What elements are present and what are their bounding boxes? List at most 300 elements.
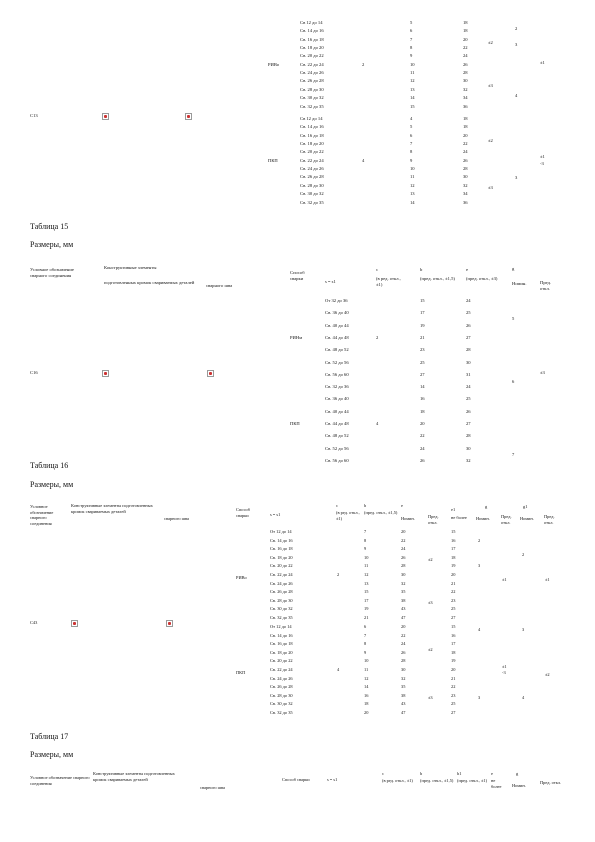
cell-e: 36	[463, 199, 468, 205]
cell-tolerance: ±3	[488, 185, 493, 191]
cell-thickness-range: Св. 26 до 28	[300, 78, 324, 84]
cell-e: 30	[401, 572, 406, 577]
cell-b: 19	[364, 606, 369, 612]
edge-preparation-image	[102, 370, 109, 377]
cell-e: 20	[401, 529, 406, 534]
cell-tolerance: 4	[515, 93, 518, 99]
cell-e: 24	[401, 546, 406, 552]
cell-tolerance: -3	[502, 669, 506, 675]
cell-thickness-range: Св. 20 до 22	[270, 563, 293, 569]
cell-e: 36	[463, 103, 468, 109]
cell-e1: 22	[451, 684, 456, 690]
cell-e: 27	[466, 420, 471, 426]
cell-e1: 23	[451, 597, 456, 603]
cell-e: 18	[463, 28, 468, 34]
cell-e: 20	[463, 132, 468, 138]
cell-tolerance: ±1	[540, 60, 545, 66]
cell-e: 28	[401, 563, 406, 569]
cell-tolerance: ±3	[428, 695, 433, 701]
cell-b: 13	[364, 580, 369, 586]
cell-tolerance: ±1	[502, 663, 507, 669]
cell-b: 15	[420, 298, 425, 303]
header-e: e	[401, 503, 403, 508]
cell-thickness-range: Св. 56 до 60	[325, 371, 349, 377]
cell-b: 18	[420, 408, 425, 414]
cell-tolerance: 3	[515, 175, 518, 181]
cell-e1: 20	[451, 572, 456, 577]
cell-thickness-range: Св. 18 до 20	[270, 554, 293, 560]
header-c: c	[336, 503, 338, 508]
cell-tolerance: ±3	[488, 83, 493, 89]
cell-tolerance: 2	[515, 25, 518, 31]
cell-thickness-range: Св. 52 до 56	[325, 445, 349, 451]
cell-e: 27	[466, 334, 471, 340]
cell-thickness-range: Св. 14 до 16	[300, 124, 324, 130]
header-method: Способ сварки	[236, 507, 250, 518]
cell-e: 30	[463, 78, 468, 84]
cell-b: 8	[364, 537, 367, 543]
cell-e1: 21	[451, 580, 456, 586]
cell-thickness-range: Св. 16 до 18	[270, 546, 293, 552]
cell-welding-method: РИВо	[268, 61, 280, 67]
cell-g: 7	[512, 451, 515, 457]
cell-thickness-range: Св 12 до 14	[300, 20, 323, 25]
cell-b: 16	[420, 396, 425, 402]
header-s: s = s1	[270, 512, 281, 517]
cell-thickness-range: Св. 26 до 28	[300, 174, 324, 180]
cell-thickness-range: От 12 до 14	[270, 529, 292, 534]
cell-e: 22	[401, 632, 406, 638]
cell-thickness-range: Св. 22 до 24	[270, 572, 293, 577]
cell-thickness-range: От 32 до 36	[325, 298, 348, 303]
cell-b: 7	[364, 529, 367, 534]
cell-b: 23	[420, 347, 425, 353]
cell-e: 35	[401, 684, 406, 690]
cell-e: 28	[463, 70, 468, 76]
cell-e: 26	[463, 157, 468, 163]
header-e-sub: не более	[491, 778, 502, 789]
cell-e: 30	[401, 667, 406, 672]
header-g1-dev: Пред. откл.	[544, 514, 555, 525]
header-g-dev: Пред. откл.	[501, 514, 512, 525]
cell-thickness-range: Св. 16 до 18	[300, 36, 324, 42]
table-title: Таблица 17	[30, 732, 69, 741]
cell-e: 22	[463, 141, 468, 147]
cell-thickness-range: Св. 52 до 56	[325, 359, 349, 365]
header-s: s = s1	[325, 279, 336, 284]
cell-tolerance: ±1	[502, 577, 507, 583]
header-c-sub: (в ред. откл., ±1)	[336, 510, 360, 521]
cell-e: 18	[463, 116, 468, 121]
cell-b: 9	[410, 157, 413, 163]
header-e-sub: (пред. откл., ±3)	[466, 276, 498, 281]
cell-thickness-range: Св. 44 до 48	[325, 334, 349, 340]
cell-e: 22	[463, 45, 468, 51]
cell-e: 24	[466, 298, 471, 303]
cell-e: 24	[401, 641, 406, 647]
cell-b: 11	[364, 563, 369, 569]
cell-b: 13	[410, 86, 415, 92]
cell-c: 2	[362, 61, 365, 67]
cell-thickness-range: Св. 14 до 16	[270, 537, 293, 543]
cell-g: 5	[512, 316, 515, 322]
header-c: c	[382, 771, 384, 776]
cell-thickness-range: Св. 32 до 36	[325, 384, 349, 389]
cell-e: 28	[466, 433, 471, 439]
cell-b: 17	[420, 310, 425, 316]
cell-welding-method: ПКП	[268, 157, 278, 163]
header-b-sub: (пред. откл., ±1,5)	[364, 510, 398, 515]
header-g-nom: Номин.	[476, 516, 490, 521]
cell-e: 26	[466, 322, 471, 328]
cell-thickness-range: Св. 14 до 16	[300, 28, 324, 34]
cell-tolerance: ±1	[540, 154, 545, 160]
cell-b: 10	[410, 166, 415, 172]
cell-thickness-range: Св. 32 до 35	[270, 615, 293, 620]
header-b: b	[420, 267, 423, 272]
cell-e1: 23	[451, 692, 456, 698]
header-c-sub: (в ред. откл., ±1)	[382, 778, 413, 783]
cell-e: 35	[401, 589, 406, 595]
cell-e: 34	[463, 95, 468, 101]
header-e: e	[491, 771, 493, 776]
header-c-sub: (в ред. откл., ±1)	[376, 276, 401, 288]
cell-e: 18	[463, 124, 468, 130]
table-title: Таблица 16	[30, 461, 69, 470]
cell-b: 7	[410, 36, 413, 42]
cell-e1: 19	[451, 658, 456, 664]
header-designation: Условное обозначение сварного соединения	[30, 775, 90, 786]
cell-b: 12	[364, 675, 369, 681]
cell-thickness-range: Св. 30 до 32	[300, 95, 324, 101]
cell-e1: 18	[451, 554, 456, 560]
cell-tolerance: ±2	[428, 647, 433, 653]
cell-thickness-range: Св. 20 до 22	[270, 658, 293, 664]
header-b1-sub: (пред. откл., ±1)	[457, 778, 488, 783]
cell-e: 28	[401, 658, 406, 664]
cell-b: 18	[364, 701, 369, 707]
cell-thickness-range: Св. 22 до 24	[270, 667, 293, 672]
cell-b: 10	[410, 61, 415, 67]
header-c: c	[376, 267, 379, 272]
cell-e1: 25	[451, 701, 456, 707]
cell-b: 20	[364, 710, 369, 715]
edge-preparation-image	[102, 113, 109, 120]
header-g: g	[485, 504, 488, 509]
cell-e: 43	[401, 606, 406, 612]
cell-thickness-range: От 12 до 14	[270, 624, 292, 629]
cell-thickness-range: Св. 40 до 44	[325, 322, 349, 328]
cell-e: 47	[401, 710, 406, 715]
weld-image	[207, 370, 214, 377]
cell-b: 7	[410, 141, 413, 147]
cell-b: 17	[364, 597, 369, 603]
cell-e: 31	[466, 371, 471, 377]
cell-thickness-range: Св. 36 до 40	[325, 310, 349, 316]
cell-b: 27	[420, 371, 425, 377]
cell-thickness-range: Св. 22 до 24	[300, 157, 324, 163]
cell-b: 9	[364, 546, 367, 552]
cell-b: 8	[364, 641, 367, 647]
header-e1-sub: не более	[451, 515, 467, 520]
cell-e: 28	[463, 166, 468, 172]
cell-b: 9	[364, 649, 367, 655]
header-g1-nom: Номин.	[520, 516, 534, 521]
cell-welding-method: РИВо	[236, 575, 247, 581]
header-g-dev: Пред. откл.	[540, 280, 552, 292]
cell-b: 14	[420, 384, 425, 389]
cell-b: 12	[410, 78, 415, 84]
cell-tolerance: ±2	[488, 40, 493, 46]
header-b-sub: (пред. откл., ±1,5)	[420, 778, 454, 783]
cell-b: 14	[364, 684, 369, 690]
cell-tolerance: 4	[478, 626, 481, 632]
cell-c: 2	[376, 334, 379, 340]
header-g: g	[516, 771, 519, 776]
cell-thickness-range: Св. 28 до 30	[300, 86, 324, 92]
cell-b: 19	[420, 322, 425, 328]
cell-thickness-range: Св. 26 до 28	[270, 589, 293, 595]
cell-e1: 15	[451, 529, 456, 534]
cell-e: 32	[401, 675, 406, 681]
cell-thickness-range: Св 12 до 14	[300, 116, 323, 121]
cell-b: 21	[364, 615, 369, 620]
header-b-sub: (пред. откл., ±1,5)	[420, 276, 455, 281]
cell-c: 2	[337, 572, 340, 577]
table-subtitle: Размеры, мм	[30, 240, 74, 249]
cell-c: 4	[337, 667, 340, 672]
cell-tolerance: 3	[478, 695, 481, 701]
cell-thickness-range: Св. 22 до 24	[300, 61, 324, 67]
cell-e1: 21	[451, 675, 456, 681]
cell-thickness-range: Св. 24 до 26	[270, 580, 293, 586]
cell-tolerance: ±3	[428, 599, 433, 605]
weld-image	[185, 113, 192, 120]
cell-b: 14	[410, 95, 415, 101]
cell-b: 12	[364, 572, 369, 577]
header-weld: сварного шва	[200, 785, 225, 790]
cell-b: 9	[410, 53, 413, 59]
cell-e: 32	[463, 86, 468, 92]
cell-tolerance: 3	[515, 41, 518, 47]
cell-welding-method: ПКП	[236, 670, 246, 676]
header-b: b	[364, 503, 367, 508]
header-method: Способ сварки	[282, 777, 310, 782]
cell-thickness-range: Св. 28 до 30	[270, 597, 293, 603]
header-g-dev: Пред. откл.	[540, 780, 562, 785]
header-g-nom: Номин.	[512, 281, 527, 286]
cell-b: 6	[364, 624, 367, 629]
cell-e: 32	[466, 457, 471, 463]
header-weld: сварного шва	[206, 283, 233, 288]
designation: С43	[30, 620, 38, 625]
cell-tolerance: ±2	[428, 557, 433, 563]
tolerance: ±3	[540, 370, 545, 375]
cell-thickness-range: Св. 20 до 22	[300, 53, 324, 59]
cell-b: 26	[420, 457, 425, 463]
table-subtitle: Размеры, мм	[30, 480, 74, 489]
cell-e1: 20	[451, 667, 456, 672]
cell-tolerance: -3	[540, 161, 544, 167]
cell-b: 6	[410, 132, 413, 138]
cell-tolerance: 3	[522, 626, 525, 632]
cell-b: 13	[410, 191, 415, 197]
header-method: Способ сварки	[290, 270, 305, 281]
cell-e: 34	[463, 191, 468, 197]
header-s: s = s1	[327, 777, 338, 782]
cell-e: 30	[463, 174, 468, 180]
cell-b: 11	[410, 70, 415, 76]
cell-b: 15	[364, 589, 369, 595]
cell-thickness-range: Св. 26 до 28	[270, 684, 293, 690]
cell-b: 22	[420, 433, 425, 439]
cell-b: 21	[420, 334, 425, 340]
header-weld: сварного шва	[164, 516, 189, 521]
cell-tolerance: ±2	[545, 672, 550, 678]
cell-thickness-range: Св. 30 до 32	[270, 606, 293, 612]
cell-e1: 15	[451, 624, 456, 629]
cell-e1: 17	[451, 546, 456, 552]
cell-thickness-range: Св. 28 до 30	[270, 692, 293, 698]
cell-b: 8	[410, 149, 413, 155]
weld-image	[166, 620, 173, 627]
designation: С13	[30, 113, 38, 118]
cell-e: 32	[463, 182, 468, 188]
header-designation: Условное обозначение сварного соединения	[30, 504, 54, 527]
cell-thickness-range: Св. 18 до 20	[300, 45, 324, 51]
cell-thickness-range: Св. 30 до 32	[300, 191, 324, 197]
cell-thickness-range: Св. 18 до 20	[270, 649, 293, 655]
cell-e: 43	[401, 701, 406, 707]
cell-tolerance: 2	[478, 537, 481, 543]
cell-e: 18	[463, 20, 468, 25]
cell-tolerance: ±1	[545, 577, 550, 583]
cell-tolerance: 2	[522, 552, 525, 558]
cell-e1: 22	[451, 589, 456, 595]
cell-e: 47	[401, 615, 406, 620]
cell-b: 11	[410, 174, 415, 180]
cell-b: 25	[420, 359, 425, 365]
header-e: e	[466, 267, 469, 272]
header-e-dev: Пред. откл.	[428, 514, 439, 525]
cell-c: 4	[362, 157, 365, 163]
header-b: b	[420, 771, 423, 776]
header-prepared-edges: подготовленных кромок свариваемых деталей	[104, 280, 195, 285]
cell-tolerance: 3	[478, 563, 481, 569]
edge-preparation-image	[71, 620, 78, 627]
cell-e1: 17	[451, 641, 456, 647]
cell-b: 14	[410, 199, 415, 205]
header-e1: e1	[451, 507, 456, 512]
cell-e: 24	[466, 384, 471, 389]
cell-e: 32	[401, 580, 406, 586]
cell-e1: 27	[451, 615, 456, 620]
cell-e: 20	[401, 624, 406, 629]
cell-e: 24	[463, 53, 468, 59]
table-subtitle: Размеры, мм	[30, 750, 74, 759]
cell-b: 10	[364, 554, 369, 560]
cell-thickness-range: Св. 28 до 30	[300, 182, 324, 188]
cell-e: 26	[401, 649, 406, 655]
cell-e1: 27	[451, 710, 456, 715]
cell-e: 30	[466, 445, 471, 451]
cell-b: 16	[364, 692, 369, 698]
designation: С16	[30, 370, 38, 375]
cell-b: 6	[410, 28, 413, 34]
header-g: g	[512, 266, 515, 271]
cell-c: 4	[376, 420, 379, 426]
cell-tolerance: ±2	[488, 137, 493, 143]
header-designation: Условное обозначение сварного соединения	[30, 267, 74, 278]
cell-e: 24	[463, 149, 468, 155]
cell-thickness-range: Св. 16 до 18	[270, 641, 293, 647]
cell-thickness-range: Св. 48 до 52	[325, 347, 349, 353]
cell-b: 8	[410, 45, 413, 51]
cell-e1: 25	[451, 606, 456, 612]
cell-e: 30	[466, 359, 471, 365]
cell-thickness-range: Св. 20 до 22	[300, 149, 324, 155]
cell-b: 11	[364, 667, 369, 672]
cell-b: 15	[410, 103, 415, 109]
cell-e1: 18	[451, 649, 456, 655]
header-elements: Конструктивные элементы	[104, 265, 157, 270]
cell-thickness-range: Св. 32 до 35	[300, 199, 324, 205]
cell-e: 25	[466, 396, 471, 402]
cell-e: 38	[401, 597, 406, 603]
cell-b: 4	[410, 116, 413, 121]
cell-e: 26	[401, 554, 406, 560]
header-elements: Конструктивные элементы подготовленных кромок свариваемых деталей	[71, 503, 153, 514]
cell-thickness-range: Св. 30 до 32	[270, 701, 293, 707]
cell-welding-method: РИНм	[290, 334, 303, 340]
header-b1: b1	[457, 771, 462, 776]
cell-b: 24	[420, 445, 425, 451]
cell-thickness-range: Св. 40 до 44	[325, 408, 349, 414]
cell-b: 7	[364, 632, 367, 638]
cell-thickness-range: Св. 18 до 20	[300, 141, 324, 147]
cell-e: 20	[463, 36, 468, 42]
header-e-nom: Номин.	[401, 516, 415, 521]
header-elements: Конструктивные элементы подготовленных кромок свариваемых деталей	[93, 771, 175, 782]
cell-thickness-range: Св. 14 до 16	[270, 632, 293, 638]
cell-thickness-range: Св. 48 до 52	[325, 433, 349, 439]
cell-thickness-range: Св. 24 до 26	[270, 675, 293, 681]
cell-g: 6	[512, 379, 515, 385]
cell-tolerance: 4	[522, 695, 525, 701]
cell-e: 26	[466, 408, 471, 414]
cell-thickness-range: Св. 24 до 26	[300, 70, 324, 76]
cell-e1: 16	[451, 537, 456, 543]
cell-e: 38	[401, 692, 406, 698]
cell-b: 20	[420, 420, 425, 426]
cell-welding-method: ПКП	[290, 420, 300, 426]
cell-e: 26	[463, 61, 468, 67]
cell-e: 25	[466, 310, 471, 316]
cell-e1: 16	[451, 632, 456, 638]
cell-thickness-range: Св. 56 до 60	[325, 457, 349, 463]
cell-thickness-range: Св. 36 до 40	[325, 396, 349, 402]
cell-e: 22	[401, 537, 406, 543]
cell-thickness-range: Св. 24 до 26	[300, 166, 324, 172]
cell-b: 12	[410, 182, 415, 188]
cell-b: 10	[364, 658, 369, 664]
cell-b: 5	[410, 124, 413, 130]
header-g-nom: Номин.	[512, 783, 526, 788]
cell-e1: 19	[451, 563, 456, 569]
cell-thickness-range: Св. 32 до 35	[270, 710, 293, 715]
cell-thickness-range: Св. 44 до 48	[325, 420, 349, 426]
cell-thickness-range: Св. 16 до 18	[300, 132, 324, 138]
